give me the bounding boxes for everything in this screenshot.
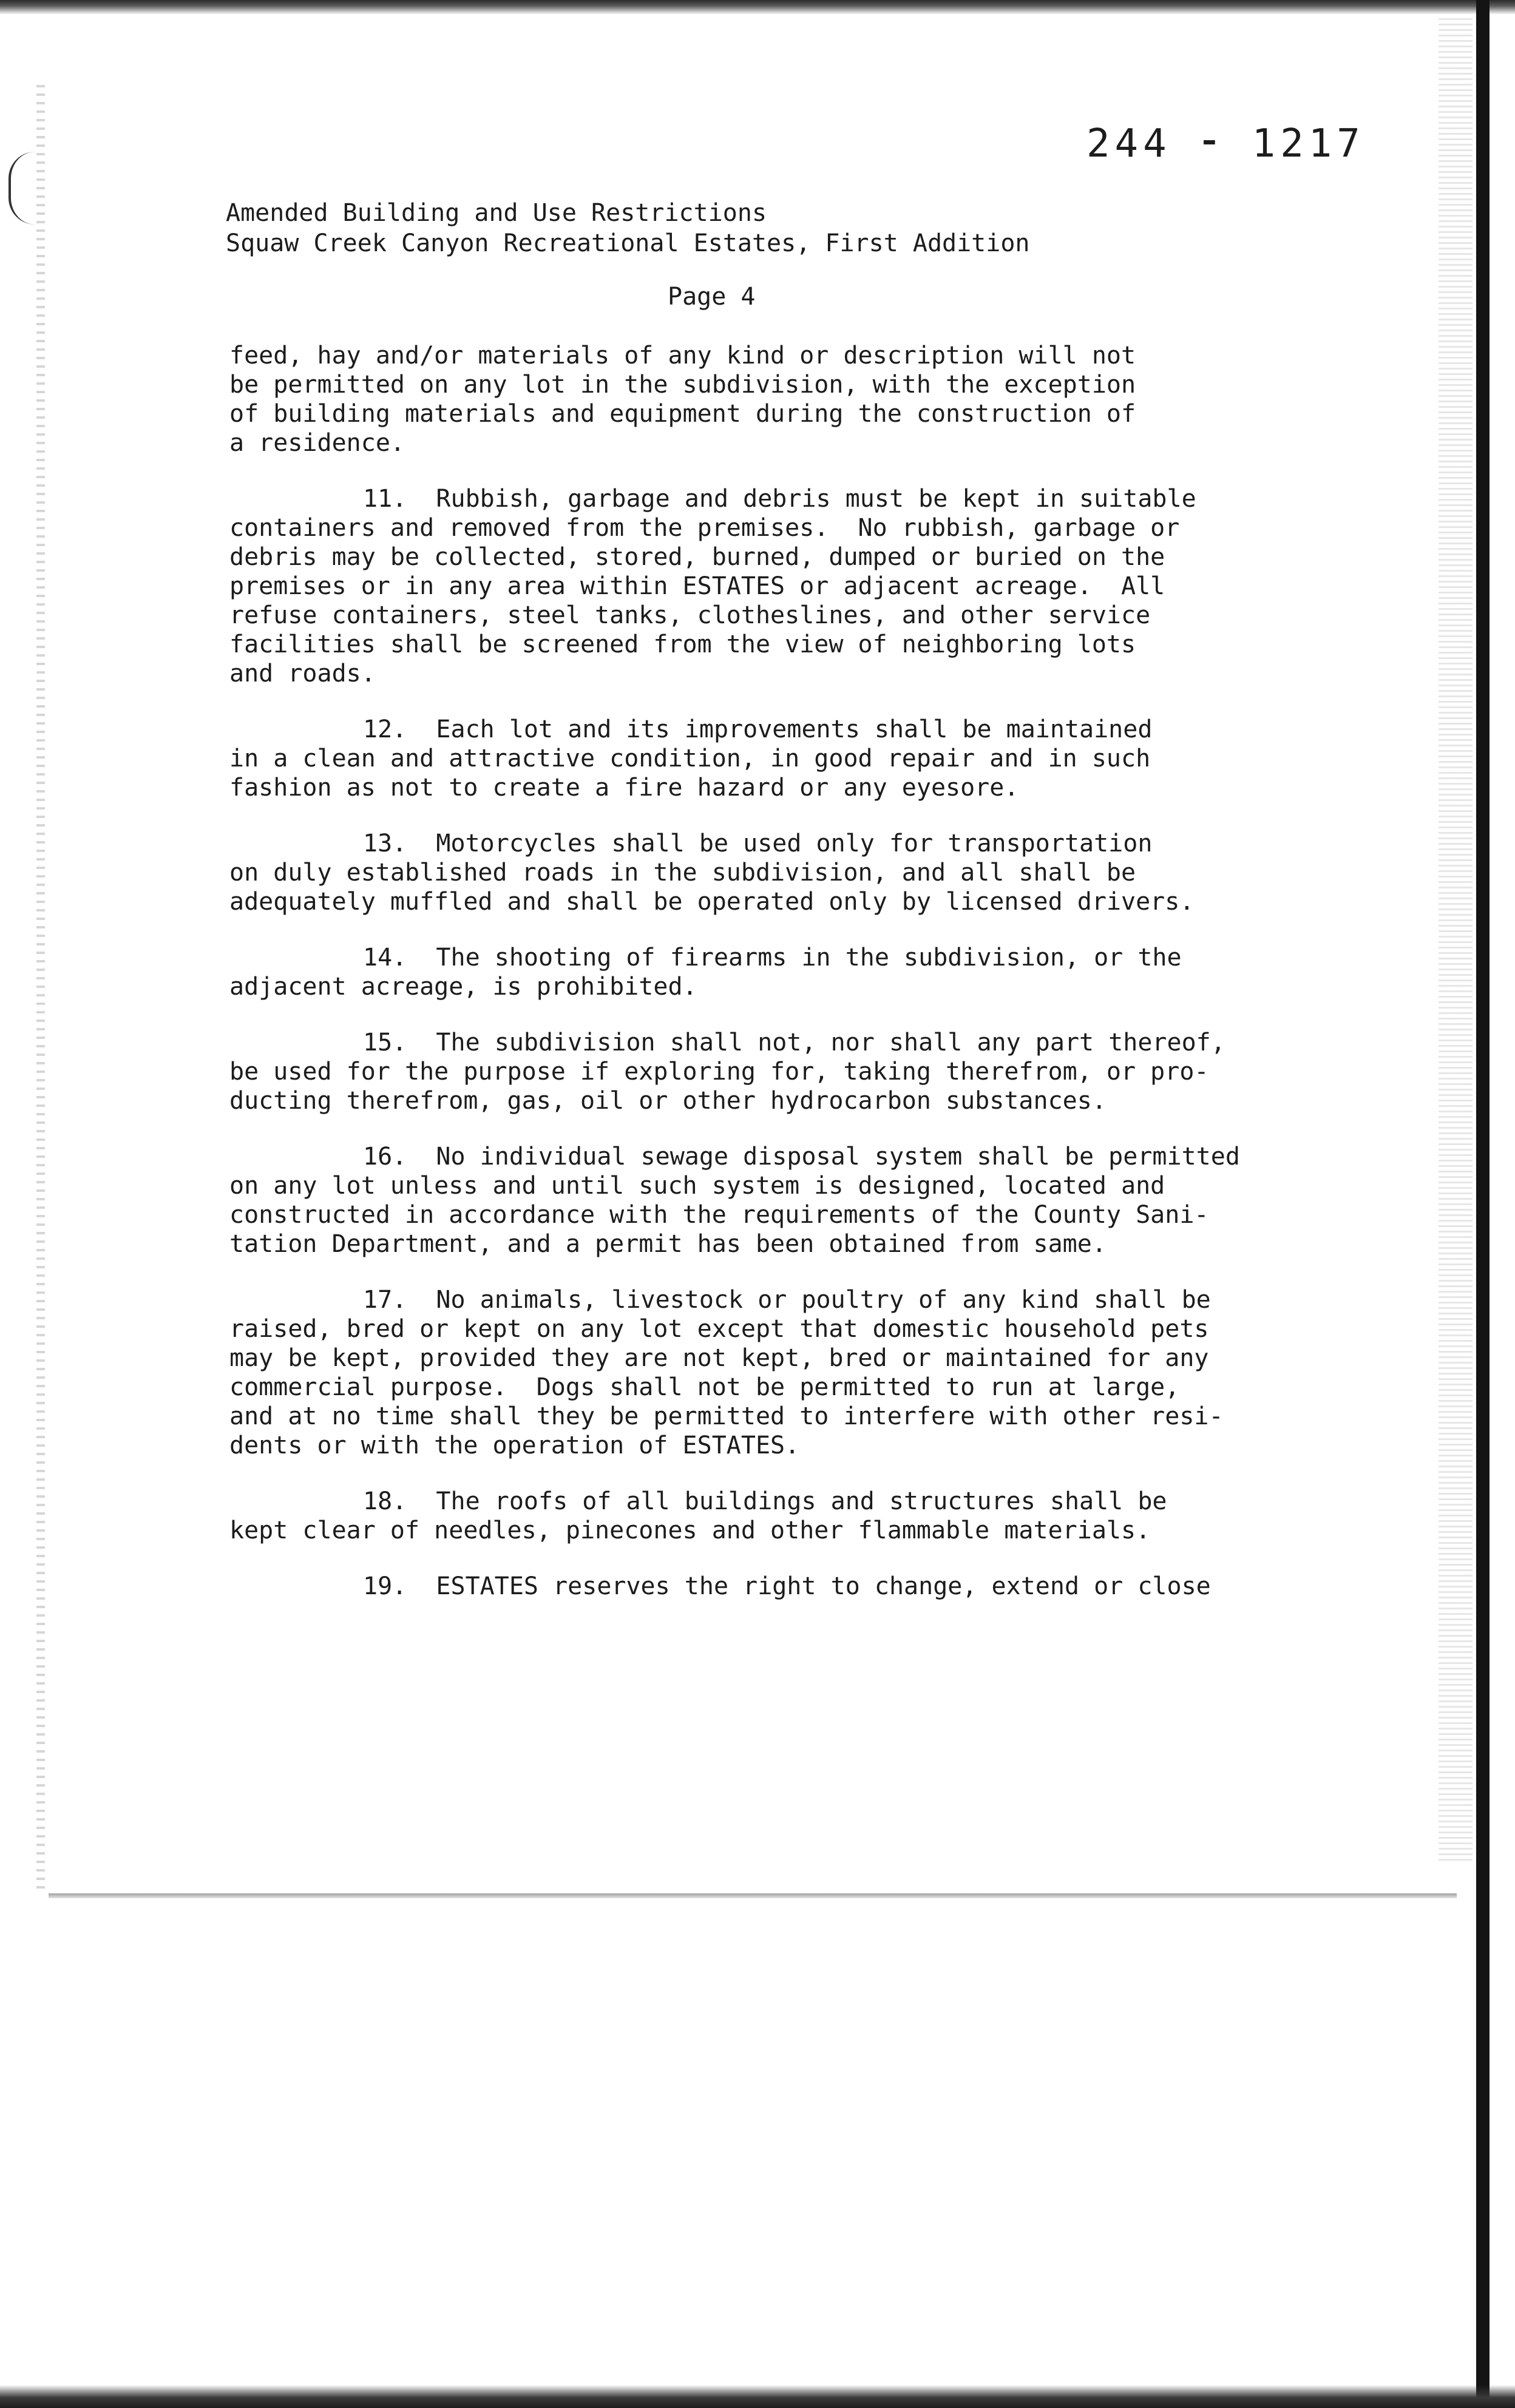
text-line: adequately muffled and shall be operated only by licensed drivers. [229,888,1195,916]
text-line: debris may be collected, stored, burned, dumped or buried on the [229,543,1165,571]
text-line: 12. Each lot and its improvements shall be maintained [363,715,1153,743]
scan-page-edge [49,1893,1457,1898]
text-line: and roads. [229,660,376,688]
text-line: be permitted on any lot in the subdivision, with the exception [229,371,1136,399]
text-line: 14. The shooting of firearms in the subdivision, or the [363,944,1182,972]
paragraph-14 [229,943,1383,1001]
text-line: adjacent acreage, is prohibited. [229,973,697,1001]
text-line: ducting therefrom, gas, oil or other hydrocarbon substances. [229,1087,1107,1115]
text-line: 11. Rubbish, garbage and debris must be kept in suitable [363,485,1196,513]
text-line: commercial purpose. Dogs shall not be permitted to run at large, [229,1373,1180,1401]
text-line: be used for the purpose if exploring for, taking therefrom, or pro- [229,1058,1209,1086]
page-label: Page 4 [668,283,756,311]
text-line: dents or with the operation of ESTATES. [229,1432,800,1459]
text-line: 16. No individual sewage disposal system shall be permitted [363,1143,1240,1171]
text-line: of building materials and equipment during the construction of [229,400,1136,428]
paragraph-12 [229,715,1383,802]
text-line: on duly established roads in the subdivision, and all shall be [229,859,1136,887]
text-line: premises or in any area within ESTATES or adjacent acreage. All [229,572,1165,600]
text-line: facilities shall be screened from the view of neighboring lots [229,631,1136,658]
text-line: tation Department, and a permit has been obtained from same. [229,1230,1107,1258]
text-line: and at no time shall they be permitted to interfere with other resi- [229,1402,1224,1430]
text-line: refuse containers, steel tanks, clotheslines, and other service [229,601,1151,629]
text-line: 15. The subdivision shall not, nor shall any part thereof, [363,1029,1225,1057]
header-subtitle: Squaw Creek Canyon Recreational Estates, First Addition [226,229,1030,257]
document-header [226,198,1030,259]
paragraph-18 [229,1487,1383,1545]
scan-right-border [1476,0,1490,2408]
text-line: 18. The roofs of all buildings and structures shall be [363,1487,1167,1515]
paragraph-13 [229,829,1383,916]
text-line: raised, bred or kept on any lot except that domestic household pets [229,1315,1209,1343]
text-line: kept clear of needles, pinecones and other flammable materials. [229,1517,1151,1544]
text-line: 17. No animals, livestock or poultry of any kind shall be [363,1286,1211,1314]
scan-bottom-edge [0,2385,1515,2408]
text-line: 13. Motorcycles shall be used only for transportation [363,830,1153,857]
recording-page-number: 244 ⁃ 1217 [1086,121,1365,166]
paragraph-19 [229,1572,1383,1601]
text-line: a residence. [229,429,405,457]
paragraph-17 [229,1285,1383,1460]
scan-top-edge [0,0,1515,15]
paragraph-11 [229,484,1383,688]
text-line: in a clean and attractive condition, in good repair and in such [229,745,1151,773]
text-line: feed, hay and/or materials of any kind or description will not [229,342,1136,370]
paragraph-16 [229,1142,1383,1259]
scan-left-edge [36,85,45,1893]
punch-hole-mark [8,152,35,225]
text-line: containers and removed from the premises. No rubbish, garbage or [229,514,1180,542]
paragraph-15 [229,1028,1383,1115]
text-line: fashion as not to create a fire hazard or any eyesore. [229,774,1019,802]
document-body [229,341,1383,1628]
paragraph-continued [229,341,1383,458]
header-title: Amended Building and Use Restrictions [226,199,767,227]
text-line: constructed in accordance with the requirements of the County Sani- [229,1201,1209,1229]
scan-right-texture [1439,18,1473,1863]
text-line: may be kept, provided they are not kept, bred or maintained for any [229,1344,1209,1372]
text-line: on any lot unless and until such system is designed, located and [229,1172,1165,1200]
text-line: 19. ESTATES reserves the right to change, extend or close [363,1572,1211,1600]
